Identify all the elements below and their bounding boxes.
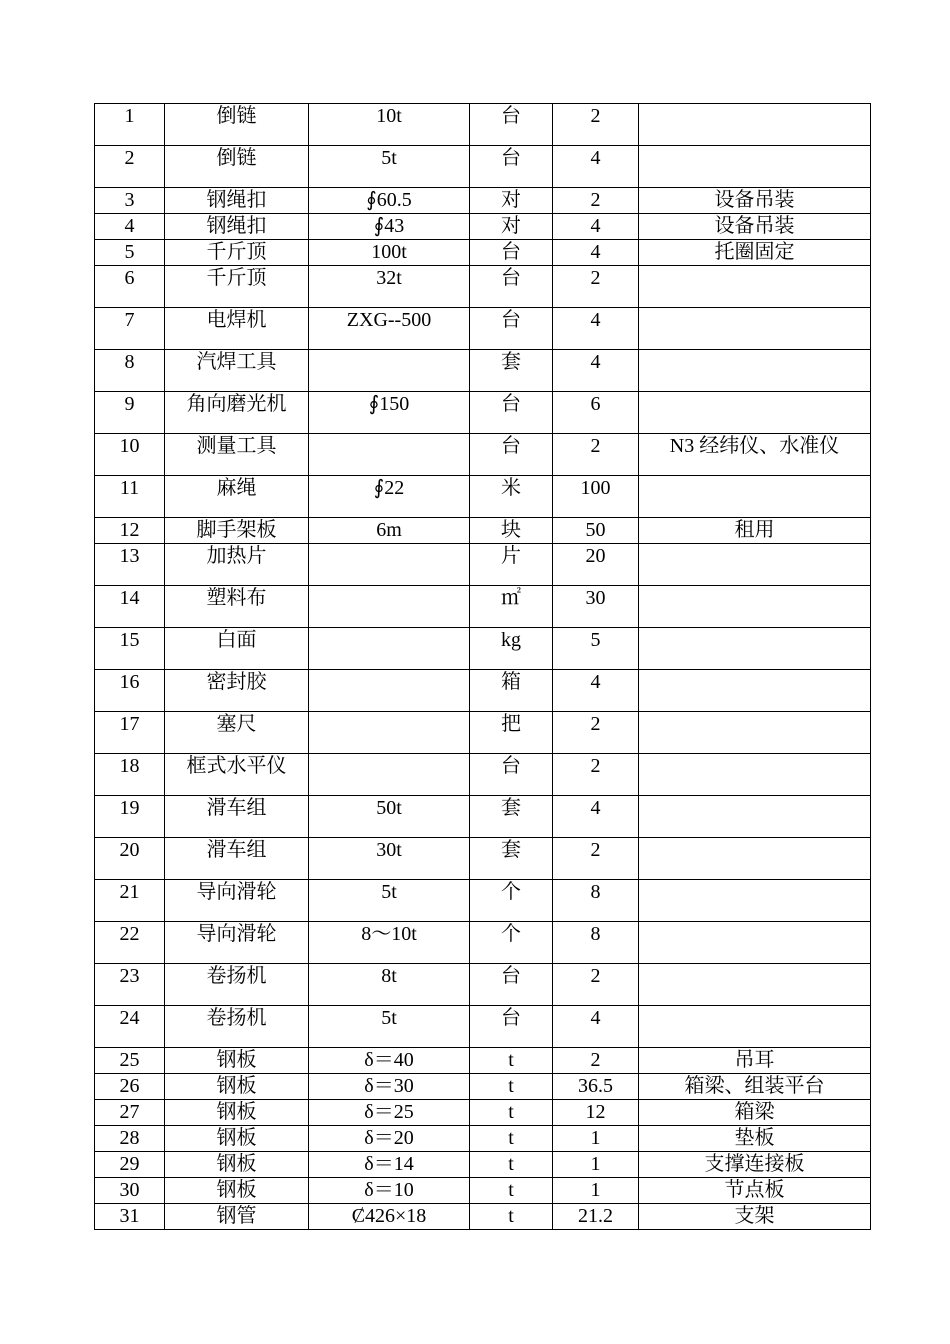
cell-quantity: 36.5	[553, 1074, 639, 1100]
cell-spec: 32t	[309, 266, 470, 308]
cell-remark	[639, 922, 871, 964]
cell-spec: δ＝20	[309, 1126, 470, 1152]
cell-unit: 套	[470, 350, 553, 392]
cell-unit: t	[470, 1152, 553, 1178]
cell-number: 20	[95, 838, 165, 880]
cell-remark	[639, 712, 871, 754]
cell-unit: 个	[470, 880, 553, 922]
table-row	[95, 1204, 871, 1230]
cell-quantity: 21.2	[553, 1204, 639, 1230]
cell-quantity: 100	[553, 476, 639, 518]
cell-number: 5	[95, 240, 165, 266]
cell-name: 千斤顶	[165, 266, 309, 308]
cell-spec	[309, 350, 470, 392]
table-row	[95, 240, 871, 266]
table-row	[95, 796, 871, 838]
cell-number: 15	[95, 628, 165, 670]
table-row	[95, 1006, 871, 1048]
cell-quantity: 4	[553, 308, 639, 350]
cell-spec	[309, 586, 470, 628]
cell-remark: 托圈固定	[639, 240, 871, 266]
cell-quantity: 50	[553, 518, 639, 544]
cell-name: 白面	[165, 628, 309, 670]
cell-name: 钢板	[165, 1126, 309, 1152]
cell-spec: 8t	[309, 964, 470, 1006]
cell-quantity: 2	[553, 838, 639, 880]
cell-number: 4	[95, 214, 165, 240]
cell-number: 30	[95, 1178, 165, 1204]
cell-spec: δ＝25	[309, 1100, 470, 1126]
table-row	[95, 712, 871, 754]
table-row	[95, 922, 871, 964]
cell-name: 钢板	[165, 1048, 309, 1074]
cell-number: 21	[95, 880, 165, 922]
cell-unit: 台	[470, 754, 553, 796]
cell-spec	[309, 434, 470, 476]
cell-quantity: 8	[553, 922, 639, 964]
cell-name: 滑车组	[165, 796, 309, 838]
table-row	[95, 518, 871, 544]
cell-unit: 台	[470, 240, 553, 266]
table-row	[95, 754, 871, 796]
cell-spec	[309, 544, 470, 586]
table-row	[95, 586, 871, 628]
cell-remark	[639, 964, 871, 1006]
cell-remark	[639, 1006, 871, 1048]
cell-unit: 箱	[470, 670, 553, 712]
table-row	[95, 214, 871, 240]
cell-quantity: 2	[553, 434, 639, 476]
table-row	[95, 476, 871, 518]
table-row	[95, 880, 871, 922]
cell-unit: t	[470, 1204, 553, 1230]
cell-remark	[639, 838, 871, 880]
cell-unit: 台	[470, 392, 553, 434]
cell-name: 钢板	[165, 1074, 309, 1100]
cell-spec: 10t	[309, 104, 470, 146]
cell-quantity: 2	[553, 188, 639, 214]
cell-unit: t	[470, 1100, 553, 1126]
cell-unit: 把	[470, 712, 553, 754]
cell-quantity: 2	[553, 104, 639, 146]
cell-unit: 米	[470, 476, 553, 518]
cell-spec: 8～10t	[309, 922, 470, 964]
cell-spec: 5t	[309, 146, 470, 188]
cell-remark: 箱梁	[639, 1100, 871, 1126]
cell-quantity: 2	[553, 964, 639, 1006]
table-row	[95, 1100, 871, 1126]
cell-unit: 台	[470, 308, 553, 350]
cell-number: 17	[95, 712, 165, 754]
cell-remark	[639, 104, 871, 146]
cell-name: 塞尺	[165, 712, 309, 754]
cell-number: 23	[95, 964, 165, 1006]
cell-remark	[639, 266, 871, 308]
cell-spec: 5t	[309, 1006, 470, 1048]
cell-name: 钢板	[165, 1100, 309, 1126]
cell-unit: 台	[470, 434, 553, 476]
table-row	[95, 146, 871, 188]
cell-remark: 节点板	[639, 1178, 871, 1204]
table-row	[95, 670, 871, 712]
cell-name: 滑车组	[165, 838, 309, 880]
cell-number: 6	[95, 266, 165, 308]
cell-unit: t	[470, 1178, 553, 1204]
cell-number: 3	[95, 188, 165, 214]
cell-remark	[639, 796, 871, 838]
cell-quantity: 2	[553, 754, 639, 796]
cell-name: 卷扬机	[165, 1006, 309, 1048]
equipment-table	[94, 103, 871, 1230]
cell-quantity: 1	[553, 1126, 639, 1152]
cell-remark	[639, 350, 871, 392]
cell-unit: 套	[470, 838, 553, 880]
cell-name: 钢绳扣	[165, 188, 309, 214]
cell-name: 钢绳扣	[165, 214, 309, 240]
cell-unit: 台	[470, 266, 553, 308]
cell-number: 24	[95, 1006, 165, 1048]
cell-spec: δ＝40	[309, 1048, 470, 1074]
cell-name: 汽焊工具	[165, 350, 309, 392]
cell-name: 密封胶	[165, 670, 309, 712]
cell-spec: 100t	[309, 240, 470, 266]
table-row	[95, 1178, 871, 1204]
cell-number: 22	[95, 922, 165, 964]
cell-name: 加热片	[165, 544, 309, 586]
cell-unit: ㎡	[470, 586, 553, 628]
cell-name: 倒链	[165, 146, 309, 188]
cell-unit: 个	[470, 922, 553, 964]
cell-quantity: 20	[553, 544, 639, 586]
cell-name: 麻绳	[165, 476, 309, 518]
cell-number: 8	[95, 350, 165, 392]
cell-quantity: 30	[553, 586, 639, 628]
cell-number: 25	[95, 1048, 165, 1074]
table-row	[95, 266, 871, 308]
cell-number: 14	[95, 586, 165, 628]
cell-number: 2	[95, 146, 165, 188]
cell-unit: t	[470, 1048, 553, 1074]
cell-spec: ZXG--500	[309, 308, 470, 350]
cell-remark: 垫板	[639, 1126, 871, 1152]
cell-spec: δ＝30	[309, 1074, 470, 1100]
cell-unit: t	[470, 1126, 553, 1152]
cell-spec: ∮22	[309, 476, 470, 518]
cell-name: 塑料布	[165, 586, 309, 628]
cell-name: 框式水平仪	[165, 754, 309, 796]
table-row	[95, 434, 871, 476]
cell-spec: 6m	[309, 518, 470, 544]
cell-number: 26	[95, 1074, 165, 1100]
cell-unit: 对	[470, 214, 553, 240]
cell-name: 钢板	[165, 1178, 309, 1204]
cell-number: 10	[95, 434, 165, 476]
cell-unit: 块	[470, 518, 553, 544]
cell-number: 28	[95, 1126, 165, 1152]
cell-unit: 台	[470, 1006, 553, 1048]
cell-name: 钢板	[165, 1152, 309, 1178]
cell-quantity: 4	[553, 214, 639, 240]
table-row	[95, 104, 871, 146]
cell-quantity: 4	[553, 146, 639, 188]
table-row	[95, 350, 871, 392]
cell-number: 12	[95, 518, 165, 544]
table-row	[95, 1048, 871, 1074]
equipment-table-body	[95, 104, 871, 1230]
cell-number: 18	[95, 754, 165, 796]
cell-name: 导向滑轮	[165, 922, 309, 964]
cell-number: 31	[95, 1204, 165, 1230]
cell-unit: t	[470, 1074, 553, 1100]
cell-number: 16	[95, 670, 165, 712]
cell-spec	[309, 670, 470, 712]
cell-spec	[309, 712, 470, 754]
table-row	[95, 628, 871, 670]
cell-quantity: 4	[553, 670, 639, 712]
cell-quantity: 2	[553, 1048, 639, 1074]
cell-quantity: 4	[553, 350, 639, 392]
cell-name: 导向滑轮	[165, 880, 309, 922]
cell-spec: δ＝10	[309, 1178, 470, 1204]
cell-spec: ∮60.5	[309, 188, 470, 214]
cell-remark	[639, 754, 871, 796]
cell-quantity: 8	[553, 880, 639, 922]
cell-spec: 5t	[309, 880, 470, 922]
cell-name: 脚手架板	[165, 518, 309, 544]
cell-remark: 设备吊装	[639, 188, 871, 214]
cell-unit: 片	[470, 544, 553, 586]
cell-remark: 设备吊装	[639, 214, 871, 240]
cell-number: 9	[95, 392, 165, 434]
cell-remark: 支撑连接板	[639, 1152, 871, 1178]
cell-unit: kg	[470, 628, 553, 670]
cell-remark: 箱梁、组装平台	[639, 1074, 871, 1100]
cell-quantity: 2	[553, 266, 639, 308]
cell-number: 7	[95, 308, 165, 350]
cell-remark	[639, 544, 871, 586]
cell-spec	[309, 754, 470, 796]
cell-spec: Ȼ426×18	[309, 1204, 470, 1230]
cell-quantity: 1	[553, 1152, 639, 1178]
cell-spec: 50t	[309, 796, 470, 838]
table-row	[95, 1126, 871, 1152]
cell-number: 11	[95, 476, 165, 518]
table-row	[95, 1074, 871, 1100]
cell-quantity: 1	[553, 1178, 639, 1204]
cell-name: 钢管	[165, 1204, 309, 1230]
cell-number: 13	[95, 544, 165, 586]
cell-remark	[639, 586, 871, 628]
cell-unit: 台	[470, 964, 553, 1006]
table-row	[95, 838, 871, 880]
table-row	[95, 308, 871, 350]
table-row	[95, 544, 871, 586]
cell-unit: 台	[470, 146, 553, 188]
cell-quantity: 4	[553, 240, 639, 266]
cell-name: 倒链	[165, 104, 309, 146]
cell-spec	[309, 628, 470, 670]
cell-unit: 套	[470, 796, 553, 838]
cell-quantity: 5	[553, 628, 639, 670]
cell-unit: 对	[470, 188, 553, 214]
cell-number: 29	[95, 1152, 165, 1178]
cell-remark: 吊耳	[639, 1048, 871, 1074]
cell-number: 19	[95, 796, 165, 838]
cell-spec: ∮150	[309, 392, 470, 434]
cell-name: 电焊机	[165, 308, 309, 350]
cell-unit: 台	[470, 104, 553, 146]
cell-name: 测量工具	[165, 434, 309, 476]
cell-remark	[639, 308, 871, 350]
cell-quantity: 4	[553, 796, 639, 838]
cell-remark: N3 经纬仪、水准仪	[639, 434, 871, 476]
cell-number: 1	[95, 104, 165, 146]
cell-spec: ∮43	[309, 214, 470, 240]
table-row	[95, 964, 871, 1006]
cell-remark	[639, 146, 871, 188]
cell-quantity: 2	[553, 712, 639, 754]
cell-remark: 支架	[639, 1204, 871, 1230]
cell-remark	[639, 476, 871, 518]
cell-name: 卷扬机	[165, 964, 309, 1006]
cell-remark	[639, 392, 871, 434]
cell-name: 千斤顶	[165, 240, 309, 266]
table-row	[95, 392, 871, 434]
cell-remark	[639, 628, 871, 670]
cell-number: 27	[95, 1100, 165, 1126]
cell-name: 角向磨光机	[165, 392, 309, 434]
cell-quantity: 6	[553, 392, 639, 434]
table-row	[95, 188, 871, 214]
table-row	[95, 1152, 871, 1178]
cell-quantity: 12	[553, 1100, 639, 1126]
cell-remark: 租用	[639, 518, 871, 544]
cell-spec: 30t	[309, 838, 470, 880]
cell-spec: δ＝14	[309, 1152, 470, 1178]
cell-quantity: 4	[553, 1006, 639, 1048]
cell-remark	[639, 880, 871, 922]
cell-remark	[639, 670, 871, 712]
